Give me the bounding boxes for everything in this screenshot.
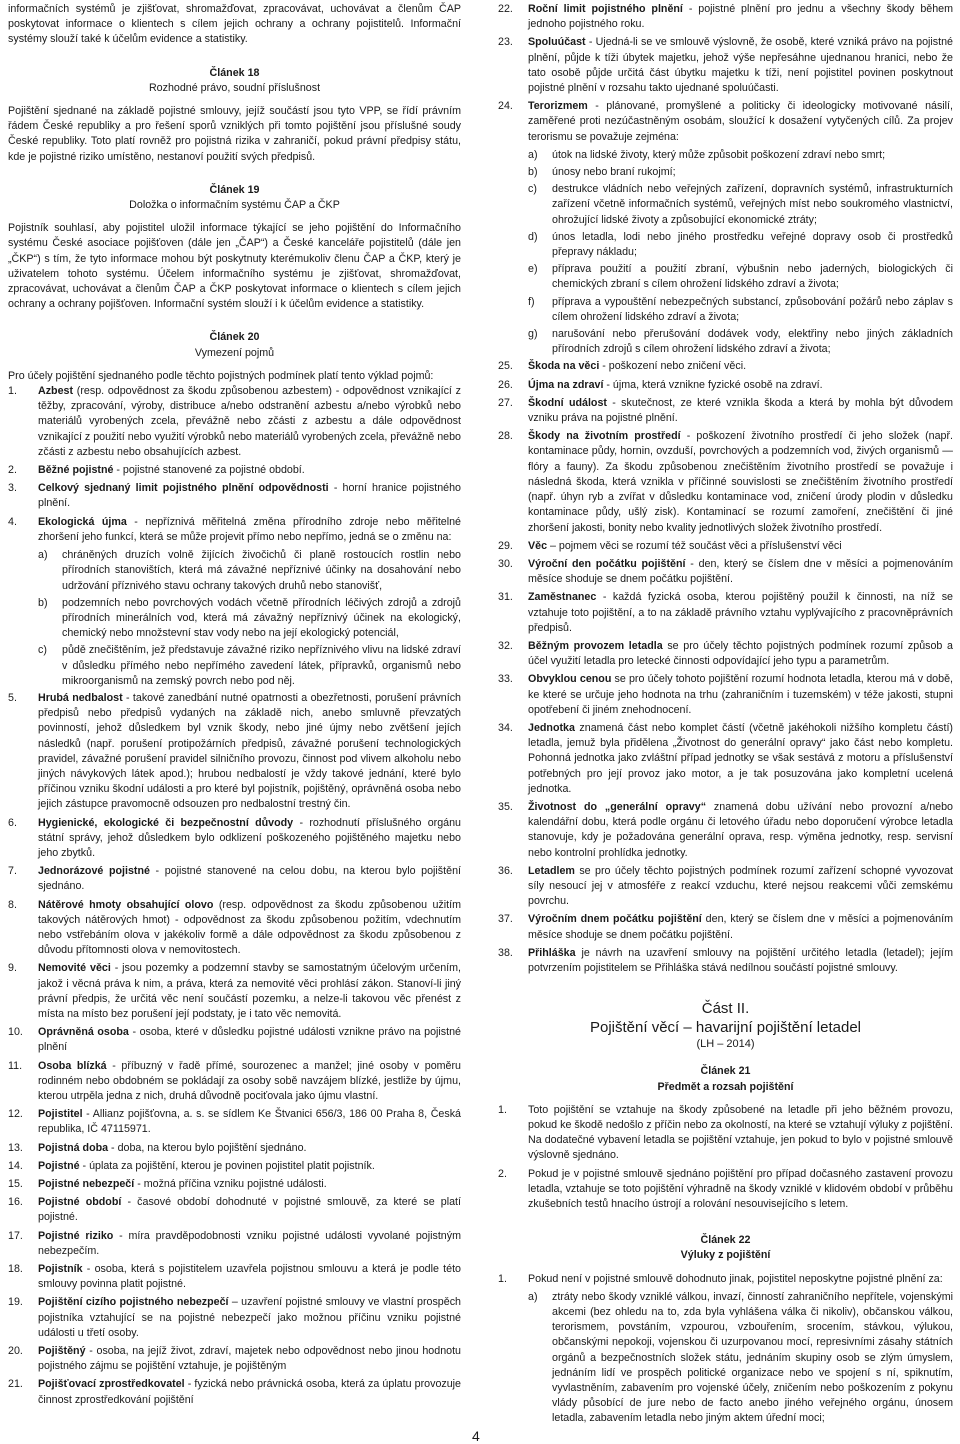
definition-subitem xyxy=(528,327,953,357)
definition-body: - horní hranice pojistného plnění. xyxy=(38,482,461,510)
definition-number: 10. xyxy=(8,1026,23,1039)
item-number: 1. xyxy=(498,1103,507,1116)
subitem-letter: d) xyxy=(528,230,538,243)
part-name: Pojištění věcí – havarijní pojištění letadel xyxy=(590,1019,861,1037)
definition-item xyxy=(8,1059,461,1105)
definition-item xyxy=(8,515,461,545)
subitem-text: půdě znečištěním, jež představuje závažné riziko nepříznivého vlivu na lidské zdraví v důsledku přímého nebo nepřímého zavedení látek, přípravků, organismů nebo mikroorganismů na zemský povrch nebo pod něj. xyxy=(62,644,461,687)
definition-text xyxy=(528,2,953,32)
subitem-text: podzemních nebo povrchových vodách včetně přírodních léčivých zdrojů a zdrojů přírodních minerálních vod, která má závažný nepříznivý účinek na ekologický, chemický nebo množstevní stav vody nebo na její ekologický potenciál, xyxy=(62,596,461,640)
definition-item xyxy=(8,1107,461,1137)
article-18-title: Článek 18 xyxy=(209,66,260,79)
definition-body: - den, který se číslem dne v měsíci a pojmenováním měsíce shoduje se dnem počátku pojištění. xyxy=(528,557,953,586)
definition-body: – uzavření pojistné smlouvy ve vlastní prospěch pojistníka vztahující se na pojistné nebezpečí jako možnou příčinu vzniku pojistné události u třetí osoby. xyxy=(38,1296,461,1339)
definition-item xyxy=(498,672,953,718)
definition-item xyxy=(8,1177,461,1192)
definition-item xyxy=(8,384,461,460)
definition-term: Pojištěný xyxy=(38,1345,86,1358)
definition-term: Oprávněná osoba xyxy=(38,1026,129,1039)
article-21-item xyxy=(498,1167,953,1213)
definition-text xyxy=(38,481,461,511)
definition-body: se pro účely tohoto pojištění rozumí hodnota letadla, kterou má v době, ke které se určuje jeho hodnota na trhu (zahraničním i tuzemském) v téže jakosti, stupni opotřebení či jiném znehodnocení. xyxy=(528,673,953,716)
definition-term: Škodní událost xyxy=(528,396,607,409)
definition-text xyxy=(528,912,953,942)
definition-text xyxy=(528,672,953,718)
definition-term: Zaměstnanec xyxy=(528,591,597,604)
definition-item xyxy=(498,359,953,374)
definition-body: - poškození životního prostředí či jeho složek (např. kontaminace půdy, hornin, ovzduší, povrchových a podzemních vod, živých organismů — flóry a fauny). Za škodu způsobenou znečištěním životního prostředí se považuje i následná škoda, která vznikla v příčinné souvislosti se znečištěním životního prostředí (např. úhyn ryb a zvířat v důsledku kontaminace vod, zničení úrody plodin v důsledku kontaminace půdy, ušlý zisk). Kontaminací se rozumí zamoření, znečištění či jiné zhoršení jakosti, bonity nebo kvality jednotlivých složek životního prostředí. xyxy=(528,430,954,534)
definition-item xyxy=(498,721,953,797)
definition-item xyxy=(8,1344,461,1374)
definition-text xyxy=(528,396,953,426)
part-code: (LH – 2014) xyxy=(696,1038,755,1051)
definition-term: Jednorázové pojistné xyxy=(38,865,150,878)
definition-item xyxy=(8,864,461,894)
definition-text xyxy=(528,378,953,393)
definition-text xyxy=(528,35,953,96)
definition-number: 6. xyxy=(8,816,17,829)
definition-text xyxy=(38,1141,461,1156)
definition-term: Hygienické, ekologické či bezpečnostní důvody xyxy=(38,816,294,829)
definition-body: - jsou pozemky a podzemní stavby se samostatným účelovým určením, jakož i věcná práva k nim, a práva, která za nemovité věci prohlásí zákon. Stanoví-li jiný právní předpis, že určitá věc není součástí pozemku, a nelze-li takovou věc přenést z místa na místo bez porušení její podstaty, je i tato věc nemovitá. xyxy=(38,962,461,1020)
subitem-letter: c) xyxy=(528,183,537,196)
article-18-text: Pojištění sjednané na základě pojistné smlouvy, jejíž součástí jsou tyto VPP, se řídí právním řádem České republiky a pro řešení sporů vzniklých při tomto pojištění jsou příslušné soudy České republiky. Toto platí rovněž pro pojistná rizika v zahraničí, pokud právní předpisy státu, kde je pojistné riziko umístěno, nestanoví použití svých předpisů. xyxy=(8,105,461,163)
definition-number: 7. xyxy=(8,865,17,878)
definition-term: Přihláška xyxy=(528,946,576,959)
definition-number: 8. xyxy=(8,898,17,911)
definition-number: 23. xyxy=(498,36,513,49)
definition-body: - pojistné plnění pro jednu a všechny škody během jednoho pojistného roku. xyxy=(528,3,953,31)
definition-item xyxy=(8,1141,461,1156)
definition-body: - pojistné stanovené za pojistné období. xyxy=(113,464,305,477)
definition-term: Pojistné období xyxy=(38,1196,122,1209)
definition-term: Spoluúčast xyxy=(528,36,586,49)
definition-text xyxy=(528,539,953,554)
definition-item xyxy=(8,1229,461,1259)
definition-number: 17. xyxy=(8,1229,23,1242)
definition-item xyxy=(8,816,461,862)
definition-text xyxy=(38,1059,461,1105)
definition-term: Obvyklou cenou xyxy=(528,673,612,686)
page-number: 4 xyxy=(472,1428,480,1444)
item-number: 1. xyxy=(498,1272,507,1285)
definition-item xyxy=(498,539,953,554)
definition-item xyxy=(8,1195,461,1225)
definition-term: Celkový sjednaný limit pojistného plnění odpovědnosti xyxy=(38,482,329,495)
right-column xyxy=(498,2,953,1429)
definition-body: - fyzická nebo právnická osoba, která za úplatu provozuje činnost zprostředkování pojištění xyxy=(38,1378,462,1406)
definition-text xyxy=(38,1107,461,1137)
definition-number: 38. xyxy=(498,946,513,959)
definition-number: 22. xyxy=(498,3,513,15)
article-22-item xyxy=(498,1272,953,1287)
definition-body: - doba, na kterou bylo pojištění sjednáno. xyxy=(108,1141,307,1154)
article-22-subtitle: Výluky z pojištění xyxy=(680,1249,771,1262)
subitem-letter: g) xyxy=(528,328,538,341)
definitions-list-left xyxy=(8,384,461,1408)
article-21-subtitle: Předmět a rozsah pojištění xyxy=(657,1080,794,1093)
definition-number: 26. xyxy=(498,378,513,391)
article-21-title: Článek 21 xyxy=(700,1065,751,1078)
definition-text xyxy=(38,691,461,813)
definition-item xyxy=(8,898,461,959)
article-22-subitem xyxy=(528,1290,953,1427)
definition-term: Jednotka xyxy=(528,721,575,734)
definition-item xyxy=(8,1025,461,1055)
definition-subitem xyxy=(528,182,953,228)
definition-number: 14. xyxy=(8,1159,23,1172)
definition-number: 5. xyxy=(8,691,17,704)
subitem-text: útok na lidské životy, který může způsobit poškození zdraví nebo smrt; xyxy=(552,148,886,161)
definition-text xyxy=(38,1025,461,1055)
subitem-letter: b) xyxy=(528,166,538,179)
definition-term: Letadlem xyxy=(528,864,575,877)
definition-number: 2. xyxy=(8,464,17,477)
definition-term: Škody na životním prostředí xyxy=(528,430,681,443)
definition-item xyxy=(8,1262,461,1292)
definition-item xyxy=(8,961,461,1022)
definition-term: Pojišťovací zprostředkovatel xyxy=(38,1378,185,1391)
definition-text xyxy=(38,898,461,959)
subitem-text: narušování nebo přerušování dodávek vody, elektřiny nebo jiných základních přírodních zdrojů s cílem ohrožení lidského zdraví a života; xyxy=(552,328,953,356)
definition-text xyxy=(38,1262,461,1292)
definition-text xyxy=(38,1177,461,1192)
article-18-subtitle: Rozhodné právo, soudní příslušnost xyxy=(148,81,321,94)
subitem-text: chráněných druzích volně žijících živočichů či planě rostoucích rostlin nebo přírodních stanovištích, která má závažné nepříznivé účinky na dosahování nebo udržování příznivého stavu ochrany takových druhů nebo stanovišť, xyxy=(62,549,461,592)
definition-term: Ekologická újma xyxy=(38,515,127,528)
definition-body: - úplata za pojištění, kterou je povinen pojistitel platit pojistník. xyxy=(79,1159,375,1172)
definition-text xyxy=(38,816,461,862)
definition-item xyxy=(498,429,953,535)
definition-item xyxy=(8,691,461,813)
definition-item xyxy=(8,1295,461,1341)
definition-text xyxy=(38,515,461,545)
definition-term: Škoda na věci xyxy=(528,360,600,373)
definition-text xyxy=(38,1377,461,1407)
definition-text xyxy=(528,864,953,910)
subitem-letter: b) xyxy=(38,596,48,609)
definition-body: znamená dobu užívání nebo provozní a/nebo kalendářní dobu, která podle orgánu či letového úřadu nebo doporučení výrobce letadla stanovuje, kdy je požadována generální oprava, resp. výměna jednotky, resp. servisní nebo kontrolní prohlídka jednotky. xyxy=(528,800,953,859)
definition-term: Hrubá nedbalost xyxy=(38,691,123,704)
definition-body: - osoba, která s pojistitelem uzavřela pojistnou smlouvu a která je podle této smlouvy povinna platit pojistné. xyxy=(38,1263,461,1291)
definition-body: je návrh na uzavření smlouvy na pojištění určitého letadla (letadel); jejím potvrzením pojistitelem se Přihláška stává nedílnou součástí pojistné smlouvy. xyxy=(528,946,953,974)
definition-item xyxy=(498,800,953,861)
article-19-text: Pojistník souhlasí, aby pojistitel uložil informace týkající se jeho pojištění do Informačního systému České asociace pojišťoven (dále jen „ČAP“) a České kanceláře pojistitelů (dále jen „ČKP“) s tím, že tyto informace mohou být poskytnuty kterémukoliv členu ČAP a ČKP, který je uživatelem tohoto systému. Účelem informačního systému je zjišťovat, shromažďovat, zpracovávat, uchovávat a členům ČAP a ČKP poskytovat informace o klientech s cílem jejich ochrany a ochrany pojišťoven. Informační systém slouží i k účelům evidence a statistiky. xyxy=(8,222,461,311)
definition-term: Pojistné xyxy=(38,1159,80,1172)
definition-text xyxy=(528,557,953,587)
definition-subitem xyxy=(528,295,953,325)
definition-body: - skutečnost, ze které vznikla škoda a která by mohla být důvodem vzniku práva na pojistné plnění. xyxy=(528,396,953,425)
definition-term: Životnost do „generální opravy“ xyxy=(528,800,707,813)
definition-number: 9. xyxy=(8,962,17,975)
definition-number: 27. xyxy=(498,396,513,409)
subitem-letter: a) xyxy=(528,1290,538,1303)
definition-number: 4. xyxy=(8,515,17,528)
definition-body: - osoba, které v důsledku pojistné události vznikne právo na pojistné plnění xyxy=(38,1026,461,1054)
definition-item xyxy=(498,639,953,669)
definition-text xyxy=(38,961,461,1022)
definition-number: 21. xyxy=(8,1378,23,1391)
definition-body: den, který se číslem dne v měsíci a pojmenováním měsíce shoduje se dnem počátku pojištění. xyxy=(528,913,953,941)
definition-number: 34. xyxy=(498,721,513,734)
definition-item xyxy=(498,35,953,96)
definition-item xyxy=(8,1159,461,1174)
article-21-list xyxy=(498,1103,953,1212)
definition-term: Pojištění cizího pojistného nebezpečí xyxy=(38,1296,229,1309)
definition-item xyxy=(498,2,953,32)
definition-text xyxy=(528,429,953,535)
article-19-subtitle: Doložka o informačním systému ČAP a ČKP xyxy=(129,199,340,212)
definition-body: - újma, která vznikne fyzické osobě na zdraví. xyxy=(603,378,823,391)
article-20-intro: Pro účely pojištění sjednaného podle těchto pojistných podmínek platí tento výklad pojmů: xyxy=(8,369,434,382)
definition-item xyxy=(8,481,461,511)
definition-body: - pojistné stanovené na celou dobu, na kterou bylo pojištění sjednáno. xyxy=(38,865,461,893)
subitem-text: únosy nebo braní rukojmí; xyxy=(552,166,676,179)
definition-item xyxy=(498,557,953,587)
article-22-title: Článek 22 xyxy=(700,1234,751,1247)
definition-body: - časové období dohodnuté v pojistné smlouvě, za které se platí pojistné. xyxy=(38,1196,461,1224)
definitions-list-right xyxy=(498,2,953,976)
definition-term: Újma na zdraví xyxy=(528,378,604,391)
definition-text xyxy=(528,721,953,797)
definition-text xyxy=(38,1295,461,1341)
definition-number: 16. xyxy=(8,1196,23,1209)
article-20-title: Článek 20 xyxy=(209,331,260,344)
definition-text xyxy=(38,1159,461,1174)
definition-item xyxy=(498,378,953,393)
definition-text xyxy=(528,639,953,669)
definition-body: - rozhodnutí příslušného orgánu státní správy, jehož důsledkem bylo odklizení poškozeného pojištěného majetku nebo jeho zbytků. xyxy=(38,816,461,859)
definition-term: Výroční den počátku pojištění xyxy=(528,557,686,570)
definition-term: Výročním dnem počátku pojištění xyxy=(528,913,702,926)
definition-subitem xyxy=(528,165,953,180)
part-title: Část II. xyxy=(701,1000,750,1018)
definition-text xyxy=(528,800,953,861)
definition-number: 15. xyxy=(8,1178,23,1191)
definition-text xyxy=(38,1229,461,1259)
definition-number: 25. xyxy=(498,360,513,373)
definition-term: Terorizmem xyxy=(528,100,588,113)
definition-term: Pojistné nebezpečí xyxy=(38,1178,135,1191)
definition-number: 13. xyxy=(8,1141,23,1154)
definition-term: Roční limit pojistného plnění xyxy=(528,3,683,15)
definition-term: Osoba blízká xyxy=(38,1059,107,1072)
definition-term: Běžné pojistné xyxy=(38,464,114,477)
definition-number: 29. xyxy=(498,539,513,552)
definition-item xyxy=(498,946,953,976)
definition-number: 3. xyxy=(8,482,17,495)
definition-body: znamená část nebo komplet částí (včetně jakéhokoli nižšího kompletu částí) letadla, jemuž byla přidělena „Životnost do generální opravy“ jako část nebo kompletu. Pohonná jednotka jako zvláštní případ jednotky se však sestává z motoru a příslušenství potřebných pro její provoz jako motor, a je tak posuzována jako kompletní ucelená jednotka. xyxy=(528,721,953,795)
subitem-letter: c) xyxy=(38,644,47,657)
definition-text xyxy=(528,99,953,145)
definition-body: - Allianz pojišťovna, a. s. se sídlem Ke Štvanici 656/3, 186 00 Praha 8, Česká republika, IČ 47115971. xyxy=(38,1108,461,1136)
item-text: Pokud je v pojistné smlouvě sjednáno pojištění pro případ dočasného zastavení provozu letadla, vztahuje se toto pojištění výhradně na škody vzniklé v klidovém období v průběhu zkušebních testů hnacího ústrojí a rolování nesouvisejícího s letem. xyxy=(528,1167,953,1211)
definition-number: 12. xyxy=(8,1108,23,1121)
definition-body: - míra pravděpodobnosti vzniku pojistné události vyvolané pojistným nebezpečím. xyxy=(38,1229,461,1257)
definition-body: – pojmem věci se rozumí též součást věci a příslušenství věci xyxy=(547,539,842,552)
subitem-letter: a) xyxy=(38,549,48,562)
definition-number: 35. xyxy=(498,800,513,813)
intro-paragraph: informačních systémů je zjišťovat, shromažďovat, zpracovávat, uchovávat a členům ČAP poskytovat informace o klientech s cílem jejich ochrany a ochrany pojistitelů. Informační systémy slouží také k účelům evidence a statistiky. xyxy=(8,3,461,46)
definition-body: - takové zanedbání nutné opatrnosti a obezřetnosti, porušení právních předpisů nebo předpisů vydaných na základě nich, anebo smluvně převzatých povinností, jehož důsledkem byl vznik škody, nebo jiné újmy nebo zvětšení jejích následků (např. porušení protipožárních předpisů, závažné porušení technologických pravidel, závažné porušení pravidel silničního provozu, činnost pod vlivem alkoholu nebo jiných návykových látek apod.); hrubou nedbalostí je vždy takové jednání, které bylo příčinou vzniku škodní události a pro které byl pojistník, pojištěný, oprávněná osoba nebo jejich zástupce pravomocně odsouzen pro nedbalostní trestný čin. xyxy=(38,691,461,811)
definition-body: - nepříznivá měřitelná změna přírodního zdroje nebo měřitelné zhoršení jeho funkcí, která se může projevit přímo nebo nepřímo, jedná se o změnu na: xyxy=(38,515,462,543)
definition-number: 31. xyxy=(498,591,513,604)
subitem-letter: a) xyxy=(528,148,538,161)
definition-body: se pro účely těchto pojistných podmínek rozumí zařízení schopné vyvozovat síly nesoucí jej v atmosféře z reakcí vzduchu, které nejsou reakcemi vůči zemskému povrchu. xyxy=(528,864,953,908)
definition-term: Pojistník xyxy=(38,1263,83,1276)
definition-body: - osoba, na jejíž život, zdraví, majetek nebo odpovědnost nebo jinou hodnotu pojistného zájmu se pojištění vztahuje, je pojištěným xyxy=(38,1345,461,1373)
definition-item xyxy=(8,463,461,478)
definition-number: 32. xyxy=(498,639,513,652)
definition-text xyxy=(38,864,461,894)
definition-term: Nemovité věci xyxy=(38,962,111,975)
item-text: Toto pojištění se vztahuje na škody způsobené na letadle při jeho běžném provozu, pokud ke škodě nedošlo z příčin nebo za okolností, na které se vztahují výluky z pojištění. Na dodatečné vybavení letadla se pojištění vztahuje, jen pokud to bylo v pojistné smlouvě výslovně sjednáno. xyxy=(528,1103,953,1162)
definition-item xyxy=(498,590,953,636)
subitem-text: příprava použití a použití zbraní, výbušnin nebo jaderných, biologických či chemických zbraní s cílem ohrožení lidského zdraví a života; xyxy=(552,263,953,291)
definition-text xyxy=(38,384,461,460)
definition-item xyxy=(8,1377,461,1407)
definition-term: Pojistitel xyxy=(38,1108,83,1121)
definition-number: 30. xyxy=(498,557,513,570)
definition-term: Pojistná doba xyxy=(38,1141,109,1154)
subitem-text: destrukce vládních nebo veřejných zařízení, dopravních systémů, infrastrukturních zařízení včetně informačních systémů, veřejných míst nebo soukromého vlastnictví, ohrožující lidské životy a způsobující ekonomické ztráty; xyxy=(552,183,953,226)
definition-body: se pro účely těchto pojistných podmínek rozumí způsob a účel využití letadla pro letecké činnosti odpovídající jeho typu a parametrům. xyxy=(528,639,953,668)
definition-item xyxy=(498,864,953,910)
definition-term: Pojistné riziko xyxy=(38,1229,114,1242)
definition-text xyxy=(528,590,953,636)
definition-number: 20. xyxy=(8,1345,23,1358)
definition-term: Azbest xyxy=(38,385,74,398)
definition-body: (resp. odpovědnost za škodu způsobenou azbestem) - odpovědnost vznikající z těžby, zpracování, výroby, distribuce a/nebo odstranění azbestu a/nebo výrobků nebo materiálů vyrobených zcela, převážně nebo zčásti z azbestu a dále odpovědnost vznikající z použití nebo využití výrobků nebo materiálů vyrobených zcela, převážně nebo zčásti z azbestu nebo obsahujících azbest. xyxy=(38,385,461,458)
subitem-text: únos letadla, lodi nebo jiného prostředku veřejné dopravy osob či prostředků přepravy nákladu; xyxy=(552,230,953,259)
definition-text xyxy=(38,1195,461,1225)
definition-number: 28. xyxy=(498,430,513,443)
definition-body: - možná příčina vzniku pojistné události. xyxy=(134,1178,327,1191)
definition-text xyxy=(528,946,953,976)
definition-number: 37. xyxy=(498,913,513,926)
definition-term: Věc xyxy=(528,539,548,552)
definition-subitem xyxy=(38,596,461,642)
definition-body: - poškození nebo zničení věci. xyxy=(599,360,747,373)
definition-number: 36. xyxy=(498,864,513,877)
definition-subitem xyxy=(528,148,953,163)
definition-subitem xyxy=(38,643,461,689)
definition-body: - příbuzný v řadě přímé, sourozenec a manžel; jiné osoby v poměru rodinném nebo obdobném se pokládají za osoby sobě navzájem blízké, jestliže by újmu, kterou utrpěla jedna z nich, druhá důvodně pociťovala jako újmu vlastní. xyxy=(38,1059,462,1102)
definition-item xyxy=(498,396,953,426)
left-column xyxy=(8,2,461,1411)
definition-number: 33. xyxy=(498,673,513,686)
definition-body: - každá fyzická osoba, kterou pojištěný použil k činnosti, na níž se vztahuje toto pojištění, a to na základě právního vztahu vyplývajícího z pracovněprávních předpisů. xyxy=(528,591,953,634)
definition-number: 1. xyxy=(8,385,17,398)
definition-body: (resp. odpovědnost za škodu způsobenou užitím takových nátěrových hmot) - odpovědnost za škodu způsobenou požitím, vdechnutím nebo vstřebáním olova v jakékoliv formě a dále odpovědnost za škodu způsobenou z důvodu přítomnosti olova v nemovitostech. xyxy=(38,898,461,957)
definition-term: Nátěrové hmoty obsahující olovo xyxy=(38,898,214,911)
definition-item xyxy=(498,912,953,942)
subitem-text: ztráty nebo škody vzniklé válkou, invazí, činností zahraničního nepřítele, vojenskými akcemi (bez ohledu na to, zda byla vyhlášena válka či nikoliv), občanskou válkou, terorismem, povstáním, vzpourou, vzbouřením, srocením, stávkou, výlukou, občanskými nepokoji, vojenskou či uzurpovanou mocí, represivními zásahy státních orgánů a bezpečnostních složek státu, jednáním skupiny osob se zlým úmyslem, jednáním lidí ve prospěch politické organizace nebo ve spojení s ní, spiknutím, vyvlastněním, zabavením pro vojenské účely, zničením nebo poškozením z pokynu vlády působící de jure nebo de facto anebo jiného veřejného orgánu, únosem letadla, zabavením letadla nebo jiným aktem úřední moci; xyxy=(552,1290,953,1425)
article-20-subtitle: Vymezení pojmů xyxy=(194,346,275,359)
definition-number: 18. xyxy=(8,1263,23,1276)
subitem-letter: e) xyxy=(528,263,538,276)
definition-subitem xyxy=(528,230,953,260)
definition-body: - Ujedná-li se ve smlouvě výslovně, že osobě, které vzniká právo na pojistné plnění, půjde k tíži úbytek majetku, jehož výše nepřesáhne ujednanou hranici, nebo že tato osobě půjde určitá část úbytku majetku k tíži, není pojistitel povinen poskytnout pojistné plnění v rozsahu takto ujednané spoluúčasti. xyxy=(528,36,953,95)
definition-number: 11. xyxy=(8,1059,23,1072)
definition-text xyxy=(38,463,461,478)
item-number: 2. xyxy=(498,1167,507,1180)
definition-text xyxy=(528,359,953,374)
definition-number: 24. xyxy=(498,100,513,113)
article-19-title: Článek 19 xyxy=(209,183,260,196)
item-text: Pokud není v pojistné smlouvě dohodnuto jinak, pojistitel neposkytne pojistné plnění za: xyxy=(528,1272,943,1285)
definition-number: 19. xyxy=(8,1296,23,1309)
subitem-letter: f) xyxy=(528,295,535,308)
definition-subitem xyxy=(38,548,461,594)
definition-term: Běžným provozem letadla xyxy=(528,639,663,652)
definition-subitem xyxy=(528,262,953,292)
definition-text xyxy=(38,1344,461,1374)
definition-item xyxy=(498,99,953,145)
article-21-item xyxy=(498,1103,953,1164)
definition-body: - plánované, promyšlené a politicky či ideologicky motivované násilí, zaměřené proti nezúčastněným osobám, sloužící k dosažení vytyčených cílů. Za projev terorismu se považuje zejména: xyxy=(528,100,953,143)
subitem-text: příprava a vypouštění nebezpečných substancí, způsobování požárů nebo záplav s cílem ohrožení lidského zdraví a života; xyxy=(552,295,953,323)
